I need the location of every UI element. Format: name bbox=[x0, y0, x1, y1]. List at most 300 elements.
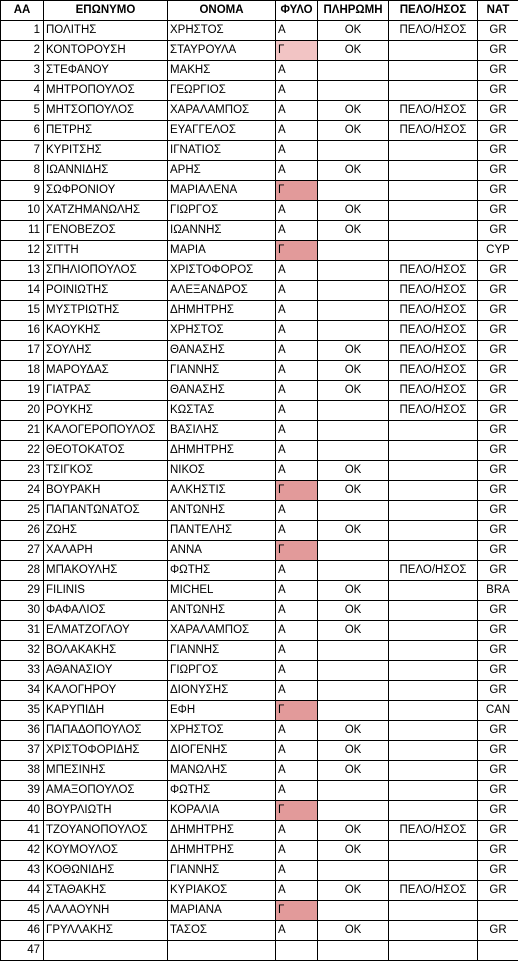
cell-nat[interactable]: GR bbox=[478, 881, 518, 901]
cell-nat[interactable]: GR bbox=[478, 81, 518, 101]
cell-surname[interactable]: ΜΠΑΚΟΥΛΗΣ bbox=[44, 561, 168, 581]
cell-surname[interactable]: ΧΑΛΑΡΗ bbox=[44, 541, 168, 561]
cell-pelo[interactable]: ΠΕΛΟ/ΗΣΟΣ bbox=[389, 821, 478, 841]
cell-sex[interactable]: Α bbox=[276, 681, 318, 701]
cell-surname[interactable]: ΚΑΡΥΠΙΔΗ bbox=[44, 701, 168, 721]
cell-pelo[interactable] bbox=[389, 141, 478, 161]
cell-aa[interactable]: 47 bbox=[1, 941, 44, 961]
cell-pelo[interactable] bbox=[389, 501, 478, 521]
cell-pelo[interactable] bbox=[389, 581, 478, 601]
cell-nat[interactable]: GR bbox=[478, 461, 518, 481]
cell-aa[interactable]: 13 bbox=[1, 261, 44, 281]
cell-surname[interactable]: ΛΑΛΑΟΥΝΗ bbox=[44, 901, 168, 921]
cell-surname[interactable]: ΓΡΥΛΛΑΚΗΣ bbox=[44, 921, 168, 941]
cell-sex[interactable]: Α bbox=[276, 421, 318, 441]
cell-nat[interactable]: GR bbox=[478, 501, 518, 521]
cell-name[interactable]: ΧΑΡΑΛΑΜΠΟΣ bbox=[168, 621, 276, 641]
cell-pelo[interactable] bbox=[389, 721, 478, 741]
cell-payment[interactable]: ΟΚ bbox=[318, 601, 389, 621]
cell-payment[interactable] bbox=[318, 301, 389, 321]
cell-surname[interactable]: ΑΜΑΞΟΠΟΥΛΟΣ bbox=[44, 781, 168, 801]
cell-aa[interactable]: 19 bbox=[1, 381, 44, 401]
cell-payment[interactable] bbox=[318, 861, 389, 881]
cell-payment[interactable] bbox=[318, 141, 389, 161]
cell-pelo[interactable] bbox=[389, 541, 478, 561]
cell-name[interactable] bbox=[168, 941, 276, 961]
cell-sex[interactable]: Γ bbox=[276, 801, 318, 821]
cell-payment[interactable]: ΟΚ bbox=[318, 201, 389, 221]
cell-surname[interactable]: ΜΗΤΣΟΠΟΥΛΟΣ bbox=[44, 101, 168, 121]
cell-surname[interactable]: ΡΟΙΝΙΩΤΗΣ bbox=[44, 281, 168, 301]
cell-aa[interactable]: 41 bbox=[1, 821, 44, 841]
cell-payment[interactable] bbox=[318, 241, 389, 261]
cell-pelo[interactable]: ΠΕΛΟ/ΗΣΟΣ bbox=[389, 121, 478, 141]
cell-nat[interactable]: GR bbox=[478, 341, 518, 361]
cell-payment[interactable]: ΟΚ bbox=[318, 921, 389, 941]
cell-nat[interactable]: GR bbox=[478, 621, 518, 641]
cell-sex[interactable]: Α bbox=[276, 581, 318, 601]
cell-aa[interactable]: 10 bbox=[1, 201, 44, 221]
cell-payment[interactable]: ΟΚ bbox=[318, 821, 389, 841]
cell-pelo[interactable] bbox=[389, 701, 478, 721]
cell-nat[interactable]: GR bbox=[478, 521, 518, 541]
cell-surname[interactable]: ΖΩΗΣ bbox=[44, 521, 168, 541]
cell-name[interactable]: ΑΝΝΑ bbox=[168, 541, 276, 561]
cell-sex[interactable]: Α bbox=[276, 841, 318, 861]
cell-nat[interactable]: GR bbox=[478, 601, 518, 621]
cell-name[interactable]: ΓΙΑΝΝΗΣ bbox=[168, 361, 276, 381]
cell-nat[interactable]: GR bbox=[478, 361, 518, 381]
cell-name[interactable]: ΔΙΟΓΕΝΗΣ bbox=[168, 741, 276, 761]
cell-pelo[interactable] bbox=[389, 841, 478, 861]
cell-sex[interactable]: Γ bbox=[276, 901, 318, 921]
cell-sex[interactable]: Α bbox=[276, 101, 318, 121]
cell-surname[interactable]: ΣΠΗΛΙΟΠΟΥΛΟΣ bbox=[44, 261, 168, 281]
cell-name[interactable]: ΔΗΜΗΤΡΗΣ bbox=[168, 441, 276, 461]
cell-name[interactable]: ΚΥΡΙΑΚΟΣ bbox=[168, 881, 276, 901]
cell-surname[interactable]: ΣΩΦΡΟΝΙΟΥ bbox=[44, 181, 168, 201]
cell-nat[interactable]: GR bbox=[478, 841, 518, 861]
cell-payment[interactable]: ΟΚ bbox=[318, 581, 389, 601]
cell-payment[interactable]: ΟΚ bbox=[318, 481, 389, 501]
cell-name[interactable]: ΜΑΡΙΑΝΑ bbox=[168, 901, 276, 921]
cell-aa[interactable]: 1 bbox=[1, 21, 44, 41]
cell-aa[interactable]: 16 bbox=[1, 321, 44, 341]
cell-aa[interactable]: 25 bbox=[1, 501, 44, 521]
cell-aa[interactable]: 27 bbox=[1, 541, 44, 561]
cell-sex[interactable]: Α bbox=[276, 81, 318, 101]
cell-pelo[interactable]: ΠΕΛΟ/ΗΣΟΣ bbox=[389, 321, 478, 341]
cell-name[interactable]: ΘΑΝΑΣΗΣ bbox=[168, 341, 276, 361]
cell-name[interactable]: ΓΕΩΡΓΙΟΣ bbox=[168, 81, 276, 101]
cell-nat[interactable]: GR bbox=[478, 401, 518, 421]
cell-name[interactable]: ΣΤΑΥΡΟΥΛΑ bbox=[168, 41, 276, 61]
cell-aa[interactable]: 5 bbox=[1, 101, 44, 121]
cell-payment[interactable] bbox=[318, 441, 389, 461]
cell-payment[interactable] bbox=[318, 61, 389, 81]
cell-payment[interactable] bbox=[318, 701, 389, 721]
cell-pelo[interactable] bbox=[389, 761, 478, 781]
cell-surname[interactable]: ΚΟΥΜΟΥΛΟΣ bbox=[44, 841, 168, 861]
cell-payment[interactable] bbox=[318, 261, 389, 281]
cell-nat[interactable]: GR bbox=[478, 721, 518, 741]
cell-name[interactable]: ΧΡΗΣΤΟΣ bbox=[168, 721, 276, 741]
cell-aa[interactable]: 36 bbox=[1, 721, 44, 741]
cell-name[interactable]: MICHEL bbox=[168, 581, 276, 601]
cell-nat[interactable]: GR bbox=[478, 301, 518, 321]
cell-surname[interactable]: ΚΟΝΤΟΡΟΥΣΗ bbox=[44, 41, 168, 61]
cell-nat[interactable]: GR bbox=[478, 781, 518, 801]
cell-pelo[interactable]: ΠΕΛΟ/ΗΣΟΣ bbox=[389, 21, 478, 41]
cell-pelo[interactable] bbox=[389, 441, 478, 461]
cell-sex[interactable]: Α bbox=[276, 721, 318, 741]
cell-aa[interactable]: 4 bbox=[1, 81, 44, 101]
cell-pelo[interactable]: ΠΕΛΟ/ΗΣΟΣ bbox=[389, 401, 478, 421]
cell-nat[interactable]: GR bbox=[478, 801, 518, 821]
cell-payment[interactable] bbox=[318, 81, 389, 101]
header-sex[interactable]: ΦΥΛΟ bbox=[276, 1, 318, 21]
cell-aa[interactable]: 8 bbox=[1, 161, 44, 181]
cell-payment[interactable] bbox=[318, 281, 389, 301]
cell-sex[interactable]: Γ bbox=[276, 481, 318, 501]
cell-payment[interactable] bbox=[318, 501, 389, 521]
cell-surname[interactable]: ΜΥΣΤΡΙΩΤΗΣ bbox=[44, 301, 168, 321]
cell-surname[interactable]: ΒΟΛΑΚΑΚΗΣ bbox=[44, 641, 168, 661]
cell-name[interactable]: ΤΑΣΟΣ bbox=[168, 921, 276, 941]
cell-aa[interactable]: 46 bbox=[1, 921, 44, 941]
cell-sex[interactable]: Α bbox=[276, 461, 318, 481]
cell-sex[interactable]: Α bbox=[276, 61, 318, 81]
cell-surname[interactable]: ΣΤΕΦΑΝΟΥ bbox=[44, 61, 168, 81]
cell-nat[interactable]: GR bbox=[478, 181, 518, 201]
cell-sex[interactable]: Α bbox=[276, 401, 318, 421]
cell-name[interactable]: ΑΡΗΣ bbox=[168, 161, 276, 181]
cell-payment[interactable] bbox=[318, 901, 389, 921]
cell-sex[interactable]: Α bbox=[276, 861, 318, 881]
cell-payment[interactable]: ΟΚ bbox=[318, 521, 389, 541]
cell-name[interactable]: ΑΝΤΩΝΗΣ bbox=[168, 601, 276, 621]
cell-nat[interactable]: GR bbox=[478, 101, 518, 121]
cell-sex[interactable]: Α bbox=[276, 221, 318, 241]
cell-surname[interactable]: ΓΙΑΤΡΑΣ bbox=[44, 381, 168, 401]
cell-pelo[interactable]: ΠΕΛΟ/ΗΣΟΣ bbox=[389, 101, 478, 121]
cell-payment[interactable] bbox=[318, 541, 389, 561]
cell-aa[interactable]: 34 bbox=[1, 681, 44, 701]
cell-nat[interactable]: GR bbox=[478, 921, 518, 941]
cell-name[interactable]: ΙΩΑΝΝΗΣ bbox=[168, 221, 276, 241]
cell-aa[interactable]: 22 bbox=[1, 441, 44, 461]
cell-payment[interactable]: ΟΚ bbox=[318, 841, 389, 861]
cell-name[interactable]: ΜΑΚΗΣ bbox=[168, 61, 276, 81]
cell-surname[interactable]: ΠΑΠΑΝΤΩΝΑΤΟΣ bbox=[44, 501, 168, 521]
cell-name[interactable]: ΜΑΝΩΛΗΣ bbox=[168, 761, 276, 781]
cell-payment[interactable]: ΟΚ bbox=[318, 881, 389, 901]
cell-nat[interactable]: GR bbox=[478, 61, 518, 81]
cell-surname[interactable]: ΧΡΙΣΤΟΦΟΡΙΔΗΣ bbox=[44, 741, 168, 761]
cell-name[interactable]: ΚΩΣΤΑΣ bbox=[168, 401, 276, 421]
cell-aa[interactable]: 37 bbox=[1, 741, 44, 761]
cell-sex[interactable]: Α bbox=[276, 781, 318, 801]
cell-sex[interactable]: Α bbox=[276, 641, 318, 661]
cell-name[interactable]: ΑΛΕΞΑΝΔΡΟΣ bbox=[168, 281, 276, 301]
cell-name[interactable]: ΒΑΣΙΛΗΣ bbox=[168, 421, 276, 441]
cell-aa[interactable]: 32 bbox=[1, 641, 44, 661]
cell-name[interactable]: ΧΑΡΑΛΑΜΠΟΣ bbox=[168, 101, 276, 121]
cell-payment[interactable] bbox=[318, 181, 389, 201]
cell-name[interactable]: ΓΙΩΡΓΟΣ bbox=[168, 661, 276, 681]
cell-nat[interactable]: GR bbox=[478, 761, 518, 781]
cell-sex[interactable]: Γ bbox=[276, 41, 318, 61]
cell-sex[interactable]: Α bbox=[276, 381, 318, 401]
cell-aa[interactable]: 24 bbox=[1, 481, 44, 501]
cell-surname[interactable]: ΦΑΦΑΛΙΟΣ bbox=[44, 601, 168, 621]
cell-sex[interactable] bbox=[276, 941, 318, 961]
cell-sex[interactable]: Γ bbox=[276, 701, 318, 721]
cell-pelo[interactable] bbox=[389, 941, 478, 961]
cell-name[interactable]: ΝΙΚΟΣ bbox=[168, 461, 276, 481]
cell-payment[interactable] bbox=[318, 421, 389, 441]
cell-nat[interactable]: GR bbox=[478, 121, 518, 141]
cell-sex[interactable]: Α bbox=[276, 521, 318, 541]
cell-surname[interactable]: ΣΤΑΘΑΚΗΣ bbox=[44, 881, 168, 901]
cell-surname[interactable]: ΣΙΤΤΗ bbox=[44, 241, 168, 261]
cell-name[interactable]: ΦΩΤΗΣ bbox=[168, 781, 276, 801]
cell-sex[interactable]: Α bbox=[276, 121, 318, 141]
cell-name[interactable]: ΦΩΤΗΣ bbox=[168, 561, 276, 581]
cell-aa[interactable]: 43 bbox=[1, 861, 44, 881]
cell-pelo[interactable]: ΠΕΛΟ/ΗΣΟΣ bbox=[389, 341, 478, 361]
cell-aa[interactable]: 33 bbox=[1, 661, 44, 681]
cell-pelo[interactable] bbox=[389, 601, 478, 621]
cell-payment[interactable]: ΟΚ bbox=[318, 361, 389, 381]
cell-aa[interactable]: 42 bbox=[1, 841, 44, 861]
cell-aa[interactable]: 44 bbox=[1, 881, 44, 901]
cell-name[interactable]: ΧΡΙΣΤΟΦΟΡΟΣ bbox=[168, 261, 276, 281]
cell-nat[interactable]: GR bbox=[478, 481, 518, 501]
cell-aa[interactable]: 11 bbox=[1, 221, 44, 241]
cell-aa[interactable]: 23 bbox=[1, 461, 44, 481]
cell-payment[interactable] bbox=[318, 781, 389, 801]
cell-sex[interactable]: Α bbox=[276, 341, 318, 361]
cell-name[interactable]: ΔΗΜΗΤΡΗΣ bbox=[168, 841, 276, 861]
cell-surname[interactable]: ΚΑΛΟΓΗΡΟΥ bbox=[44, 681, 168, 701]
cell-pelo[interactable]: ΠΕΛΟ/ΗΣΟΣ bbox=[389, 361, 478, 381]
cell-payment[interactable]: ΟΚ bbox=[318, 341, 389, 361]
cell-sex[interactable]: Α bbox=[276, 301, 318, 321]
cell-aa[interactable]: 17 bbox=[1, 341, 44, 361]
cell-sex[interactable]: Α bbox=[276, 161, 318, 181]
cell-surname[interactable]: ΙΩΑΝΝΙΔΗΣ bbox=[44, 161, 168, 181]
cell-payment[interactable] bbox=[318, 401, 389, 421]
cell-payment[interactable]: ΟΚ bbox=[318, 21, 389, 41]
cell-nat[interactable]: GR bbox=[478, 561, 518, 581]
cell-aa[interactable]: 26 bbox=[1, 521, 44, 541]
cell-aa[interactable]: 20 bbox=[1, 401, 44, 421]
cell-surname[interactable]: ΤΣΙΓΚΟΣ bbox=[44, 461, 168, 481]
cell-pelo[interactable] bbox=[389, 181, 478, 201]
cell-nat[interactable]: GR bbox=[478, 381, 518, 401]
cell-nat[interactable]: GR bbox=[478, 141, 518, 161]
cell-sex[interactable]: Α bbox=[276, 361, 318, 381]
cell-surname[interactable]: ΚΑΛΟΓΕΡΟΠΟΥΛΟΣ bbox=[44, 421, 168, 441]
cell-name[interactable]: ΧΡΗΣΤΟΣ bbox=[168, 21, 276, 41]
cell-surname[interactable]: ΜΑΡΟΥΔΑΣ bbox=[44, 361, 168, 381]
cell-name[interactable]: ΔΗΜΗΤΡΗΣ bbox=[168, 301, 276, 321]
cell-aa[interactable]: 40 bbox=[1, 801, 44, 821]
cell-pelo[interactable] bbox=[389, 41, 478, 61]
cell-name[interactable]: ΜΑΡΙΑΛΕΝΑ bbox=[168, 181, 276, 201]
cell-aa[interactable]: 29 bbox=[1, 581, 44, 601]
cell-nat[interactable]: GR bbox=[478, 641, 518, 661]
cell-aa[interactable]: 3 bbox=[1, 61, 44, 81]
cell-pelo[interactable] bbox=[389, 921, 478, 941]
cell-aa[interactable]: 18 bbox=[1, 361, 44, 381]
cell-surname[interactable] bbox=[44, 941, 168, 961]
cell-surname[interactable]: FILINIS bbox=[44, 581, 168, 601]
cell-sex[interactable]: Α bbox=[276, 761, 318, 781]
cell-pelo[interactable] bbox=[389, 61, 478, 81]
cell-nat[interactable]: GR bbox=[478, 281, 518, 301]
cell-sex[interactable]: Α bbox=[276, 821, 318, 841]
cell-aa[interactable]: 21 bbox=[1, 421, 44, 441]
cell-aa[interactable]: 30 bbox=[1, 601, 44, 621]
cell-name[interactable]: ΑΛΚΗΣΤΙΣ bbox=[168, 481, 276, 501]
cell-aa[interactable]: 9 bbox=[1, 181, 44, 201]
cell-surname[interactable]: ΡΟΥΚΗΣ bbox=[44, 401, 168, 421]
cell-aa[interactable]: 31 bbox=[1, 621, 44, 641]
cell-aa[interactable]: 2 bbox=[1, 41, 44, 61]
cell-aa[interactable]: 6 bbox=[1, 121, 44, 141]
cell-surname[interactable]: ΑΘΑΝΑΣΙΟΥ bbox=[44, 661, 168, 681]
cell-aa[interactable]: 28 bbox=[1, 561, 44, 581]
cell-aa[interactable]: 39 bbox=[1, 781, 44, 801]
cell-pelo[interactable]: ΠΕΛΟ/ΗΣΟΣ bbox=[389, 561, 478, 581]
cell-pelo[interactable] bbox=[389, 681, 478, 701]
cell-payment[interactable] bbox=[318, 641, 389, 661]
cell-pelo[interactable] bbox=[389, 521, 478, 541]
cell-nat[interactable]: GR bbox=[478, 421, 518, 441]
cell-surname[interactable]: ΣΟΥΛΗΣ bbox=[44, 341, 168, 361]
cell-nat[interactable]: CYP bbox=[478, 241, 518, 261]
cell-pelo[interactable] bbox=[389, 781, 478, 801]
cell-pelo[interactable] bbox=[389, 621, 478, 641]
cell-name[interactable]: ΓΙΩΡΓΟΣ bbox=[168, 201, 276, 221]
cell-nat[interactable]: GR bbox=[478, 21, 518, 41]
cell-payment[interactable]: ΟΚ bbox=[318, 721, 389, 741]
cell-name[interactable]: ΔΙΟΝΥΣΗΣ bbox=[168, 681, 276, 701]
cell-pelo[interactable] bbox=[389, 221, 478, 241]
cell-sex[interactable]: Γ bbox=[276, 241, 318, 261]
cell-pelo[interactable] bbox=[389, 421, 478, 441]
cell-pelo[interactable]: ΠΕΛΟ/ΗΣΟΣ bbox=[389, 881, 478, 901]
cell-nat[interactable]: GR bbox=[478, 741, 518, 761]
cell-pelo[interactable] bbox=[389, 861, 478, 881]
cell-nat[interactable]: GR bbox=[478, 221, 518, 241]
cell-surname[interactable]: ΧΑΤΖΗΜΑΝΩΛΗΣ bbox=[44, 201, 168, 221]
cell-sex[interactable]: Α bbox=[276, 741, 318, 761]
cell-nat[interactable] bbox=[478, 901, 518, 921]
cell-sex[interactable]: Γ bbox=[276, 181, 318, 201]
cell-payment[interactable] bbox=[318, 941, 389, 961]
cell-nat[interactable]: GR bbox=[478, 441, 518, 461]
cell-sex[interactable]: Α bbox=[276, 321, 318, 341]
cell-pelo[interactable] bbox=[389, 241, 478, 261]
cell-aa[interactable]: 35 bbox=[1, 701, 44, 721]
cell-aa[interactable]: 38 bbox=[1, 761, 44, 781]
cell-name[interactable]: ΙΓΝΑΤΙΟΣ bbox=[168, 141, 276, 161]
cell-name[interactable]: ΜΑΡΙΑ bbox=[168, 241, 276, 261]
cell-payment[interactable]: ΟΚ bbox=[318, 41, 389, 61]
cell-name[interactable]: ΔΗΜΗΤΡΗΣ bbox=[168, 821, 276, 841]
cell-sex[interactable]: Α bbox=[276, 201, 318, 221]
cell-pelo[interactable] bbox=[389, 161, 478, 181]
cell-pelo[interactable] bbox=[389, 641, 478, 661]
cell-sex[interactable]: Α bbox=[276, 601, 318, 621]
cell-payment[interactable] bbox=[318, 321, 389, 341]
cell-pelo[interactable]: ΠΕΛΟ/ΗΣΟΣ bbox=[389, 301, 478, 321]
cell-aa[interactable]: 7 bbox=[1, 141, 44, 161]
cell-surname[interactable]: ΠΟΛΙΤΗΣ bbox=[44, 21, 168, 41]
cell-pelo[interactable] bbox=[389, 81, 478, 101]
cell-surname[interactable]: ΤΖΟΥΑΝΟΠΟΥΛΟΣ bbox=[44, 821, 168, 841]
header-aa[interactable]: AA bbox=[1, 1, 44, 21]
cell-aa[interactable]: 12 bbox=[1, 241, 44, 261]
cell-pelo[interactable] bbox=[389, 201, 478, 221]
cell-payment[interactable]: ΟΚ bbox=[318, 761, 389, 781]
cell-surname[interactable]: ΜΗΤΡΟΠΟΥΛΟΣ bbox=[44, 81, 168, 101]
cell-nat[interactable]: GR bbox=[478, 261, 518, 281]
cell-sex[interactable]: Α bbox=[276, 881, 318, 901]
cell-pelo[interactable] bbox=[389, 901, 478, 921]
cell-surname[interactable]: ΓΕΝΟΒΕΖΟΣ bbox=[44, 221, 168, 241]
cell-payment[interactable]: ΟΚ bbox=[318, 381, 389, 401]
header-pelo[interactable]: ΠΕΛΟ/ΗΣΟΣ bbox=[389, 1, 478, 21]
cell-surname[interactable]: ΠΕΤΡΗΣ bbox=[44, 121, 168, 141]
cell-payment[interactable]: ΟΚ bbox=[318, 621, 389, 641]
cell-nat[interactable]: GR bbox=[478, 201, 518, 221]
cell-nat[interactable]: GR bbox=[478, 821, 518, 841]
cell-surname[interactable]: ΕΛΜΑΤΖΟΓΛΟΥ bbox=[44, 621, 168, 641]
cell-pelo[interactable] bbox=[389, 801, 478, 821]
cell-sex[interactable]: Α bbox=[276, 261, 318, 281]
cell-nat[interactable]: GR bbox=[478, 541, 518, 561]
cell-surname[interactable]: ΘΕΟΤΟΚΑΤΟΣ bbox=[44, 441, 168, 461]
cell-name[interactable]: ΧΡΗΣΤΟΣ bbox=[168, 321, 276, 341]
cell-sex[interactable]: Α bbox=[276, 621, 318, 641]
cell-nat[interactable]: GR bbox=[478, 41, 518, 61]
cell-nat[interactable]: GR bbox=[478, 321, 518, 341]
cell-pelo[interactable]: ΠΕΛΟ/ΗΣΟΣ bbox=[389, 381, 478, 401]
cell-pelo[interactable]: ΠΕΛΟ/ΗΣΟΣ bbox=[389, 261, 478, 281]
cell-surname[interactable]: ΜΠΕΣΙΝΗΣ bbox=[44, 761, 168, 781]
cell-pelo[interactable] bbox=[389, 661, 478, 681]
cell-name[interactable]: ΚΟΡΑΛΙΑ bbox=[168, 801, 276, 821]
header-surname[interactable]: ΕΠΩΝΥΜΟ bbox=[44, 1, 168, 21]
cell-name[interactable]: ΓΙΑΝΝΗΣ bbox=[168, 861, 276, 881]
cell-payment[interactable] bbox=[318, 681, 389, 701]
cell-sex[interactable]: Α bbox=[276, 921, 318, 941]
cell-sex[interactable]: Α bbox=[276, 441, 318, 461]
cell-name[interactable]: ΑΝΤΩΝΗΣ bbox=[168, 501, 276, 521]
cell-aa[interactable]: 45 bbox=[1, 901, 44, 921]
cell-surname[interactable]: ΚΑΟΥΚΗΣ bbox=[44, 321, 168, 341]
cell-payment[interactable]: ΟΚ bbox=[318, 461, 389, 481]
cell-sex[interactable]: Α bbox=[276, 141, 318, 161]
cell-nat[interactable]: CAN bbox=[478, 701, 518, 721]
cell-nat[interactable]: GR bbox=[478, 681, 518, 701]
cell-sex[interactable]: Α bbox=[276, 501, 318, 521]
cell-name[interactable]: ΕΦΗ bbox=[168, 701, 276, 721]
